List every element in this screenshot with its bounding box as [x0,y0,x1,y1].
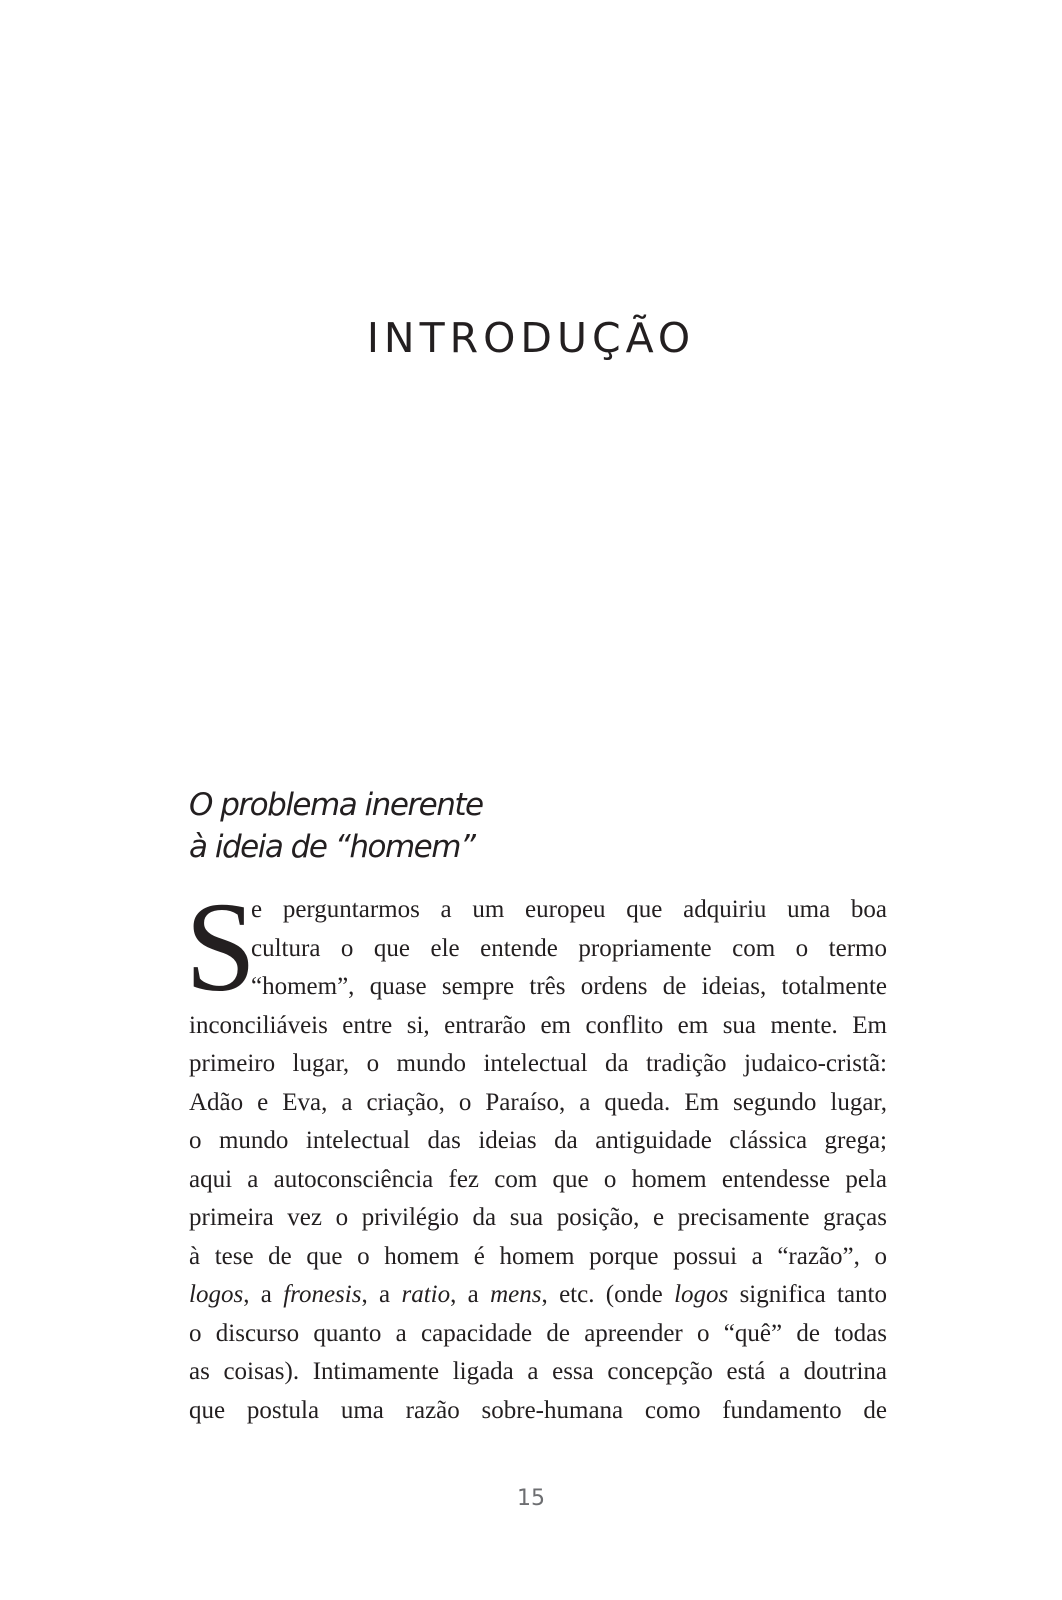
section-heading-line-1: O problema inerente [189,787,483,823]
page-number: 15 [517,1486,545,1511]
text-line: o discurso quanto a capacidade de apreender o “quê” de todas [189,1319,887,1347]
italic-term: fronesis [283,1281,362,1308]
text-line: primeiro lugar, o mundo intelectual da tradição judaico-cristã: [189,1050,887,1077]
text-line: cultura o que ele entende propriamente com o termo [251,934,887,962]
text-line: inconciliáveis entre si, entrarão em conflito em sua mente. Em [189,1011,887,1039]
text-line: primeira vez o privilégio da sua posição, e precisamente graças [189,1204,887,1231]
body-paragraph [185,876,887,1430]
text-fragment: , a [450,1281,491,1308]
text-line: o mundo intelectual das ideias da antiguidade clássica grega; [189,1127,887,1154]
text-line: à tese de que o homem é homem porque possui a “razão”, o [189,1242,887,1270]
text-fragment: , etc. (onde [541,1281,675,1308]
text-fragment: significa tanto [728,1281,887,1308]
text-line: que postula uma razão sobre-humana como fundamento de [189,1396,887,1424]
text-fragment: , a [243,1281,284,1308]
section-heading-line-2: à ideia de “homem” [189,829,475,865]
italic-term: ratio [401,1281,451,1308]
text-fragment: , a [361,1281,402,1308]
italic-term: mens [490,1281,542,1308]
text-line: aqui a autoconsciência fez com que o homem entendesse pela [189,1165,887,1193]
text-line: “homem”, quase sempre três ordens de ideias, totalmente [251,973,887,1000]
text-line-italic-terms [189,1276,887,1315]
text-line: Adão e Eva, a criação, o Paraíso, a queda. Em segundo lugar, [189,1088,887,1116]
italic-term: logos [674,1281,729,1308]
italic-term: logos [189,1281,244,1308]
section-heading [189,784,749,868]
text-line: as coisas). Intimamente ligada a essa concepção está a doutrina [189,1358,887,1385]
chapter-title: INTRODUÇÃO [366,314,696,362]
drop-cap: S [185,876,257,1018]
text-line: e perguntarmos a um europeu que adquiriu uma boa [251,896,887,923]
